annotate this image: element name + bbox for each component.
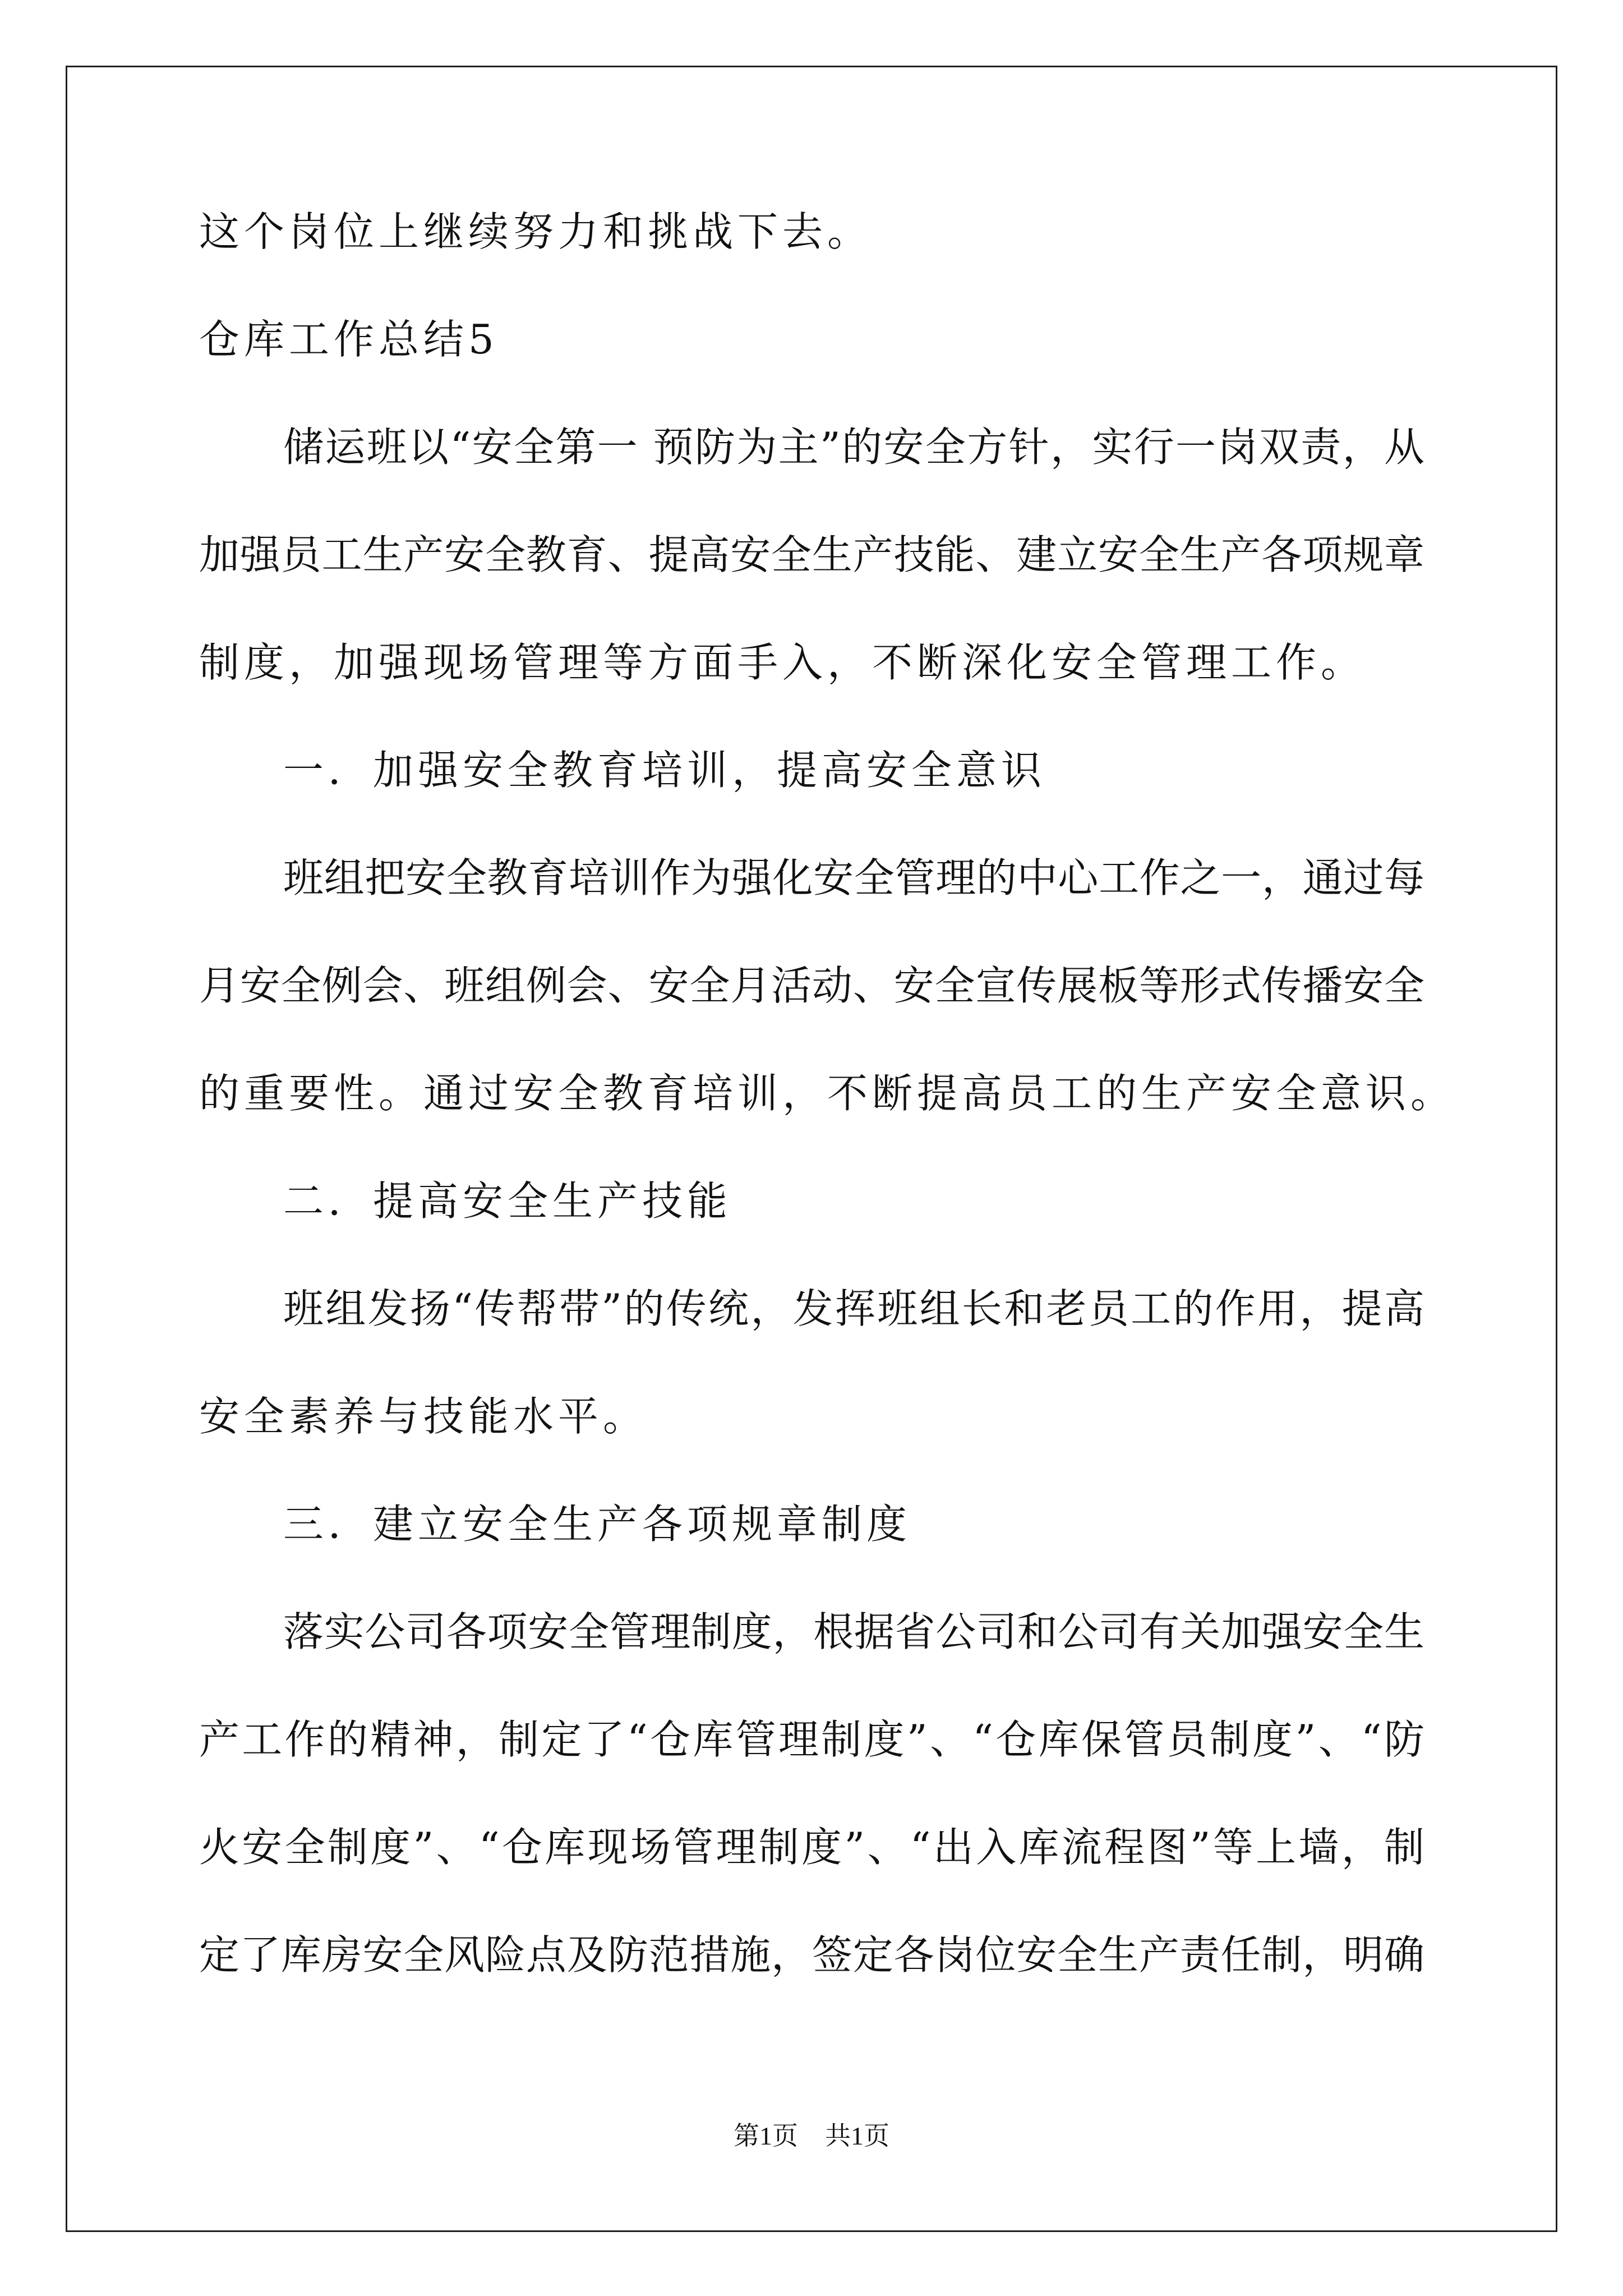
paragraph-line: 定了库房安全风险点及防范措施，签定各岗位安全生产责任制，明确 bbox=[199, 1931, 1424, 1978]
paragraph-line: 储运班以“安全第一 预防为主”的安全方针，实行一岗双责，从 bbox=[283, 424, 1424, 471]
subheading: 二．提高安全生产技能 bbox=[283, 1177, 732, 1225]
paragraph-line: 加强员工生产安全教育、提高安全生产技能、建立安全生产各项规章 bbox=[199, 531, 1424, 578]
page-number: 第1页 bbox=[734, 2122, 798, 2150]
paragraph-line: 制度，加强现场管理等方面手入，不断深化安全管理工作。 bbox=[199, 639, 1366, 686]
paragraph-line: 这个岗位上继续努力和挑战下去。 bbox=[199, 208, 873, 255]
subheading: 一．加强安全教育培训，提高安全意识 bbox=[283, 747, 1046, 794]
page-footer bbox=[0, 2119, 1623, 2153]
paragraph-line: 产工作的精神，制定了“仓库管理制度”、“仓库保管员制度”、“防 bbox=[199, 1716, 1424, 1763]
page-border bbox=[66, 66, 1557, 2232]
subheading: 三．建立安全生产各项规章制度 bbox=[283, 1501, 912, 1548]
paragraph-line: 火安全制度”、“仓库现场管理制度”、“出入库流程图”等上墙，制 bbox=[199, 1824, 1424, 1871]
paragraph-line: 月安全例会、班组例会、安全月活动、安全宣传展板等形式传播安全 bbox=[199, 962, 1424, 1009]
paragraph-line: 落实公司各项安全管理制度，根据省公司和公司有关加强安全生 bbox=[283, 1608, 1424, 1655]
paragraph-line: 班组发扬“传帮带”的传统，发挥班组长和老员工的作用，提高 bbox=[283, 1285, 1424, 1332]
paragraph-line: 班组把安全教育培训作为强化安全管理的中心工作之一，通过每 bbox=[283, 854, 1424, 901]
paragraph-line: 的重要性。通过安全教育培训，不断提高员工的生产安全意识。 bbox=[199, 1070, 1456, 1117]
page-total: 共1页 bbox=[825, 2122, 889, 2150]
paragraph-line: 安全素养与技能水平。 bbox=[199, 1393, 648, 1440]
section-heading: 仓库工作总结5 bbox=[199, 316, 499, 363]
